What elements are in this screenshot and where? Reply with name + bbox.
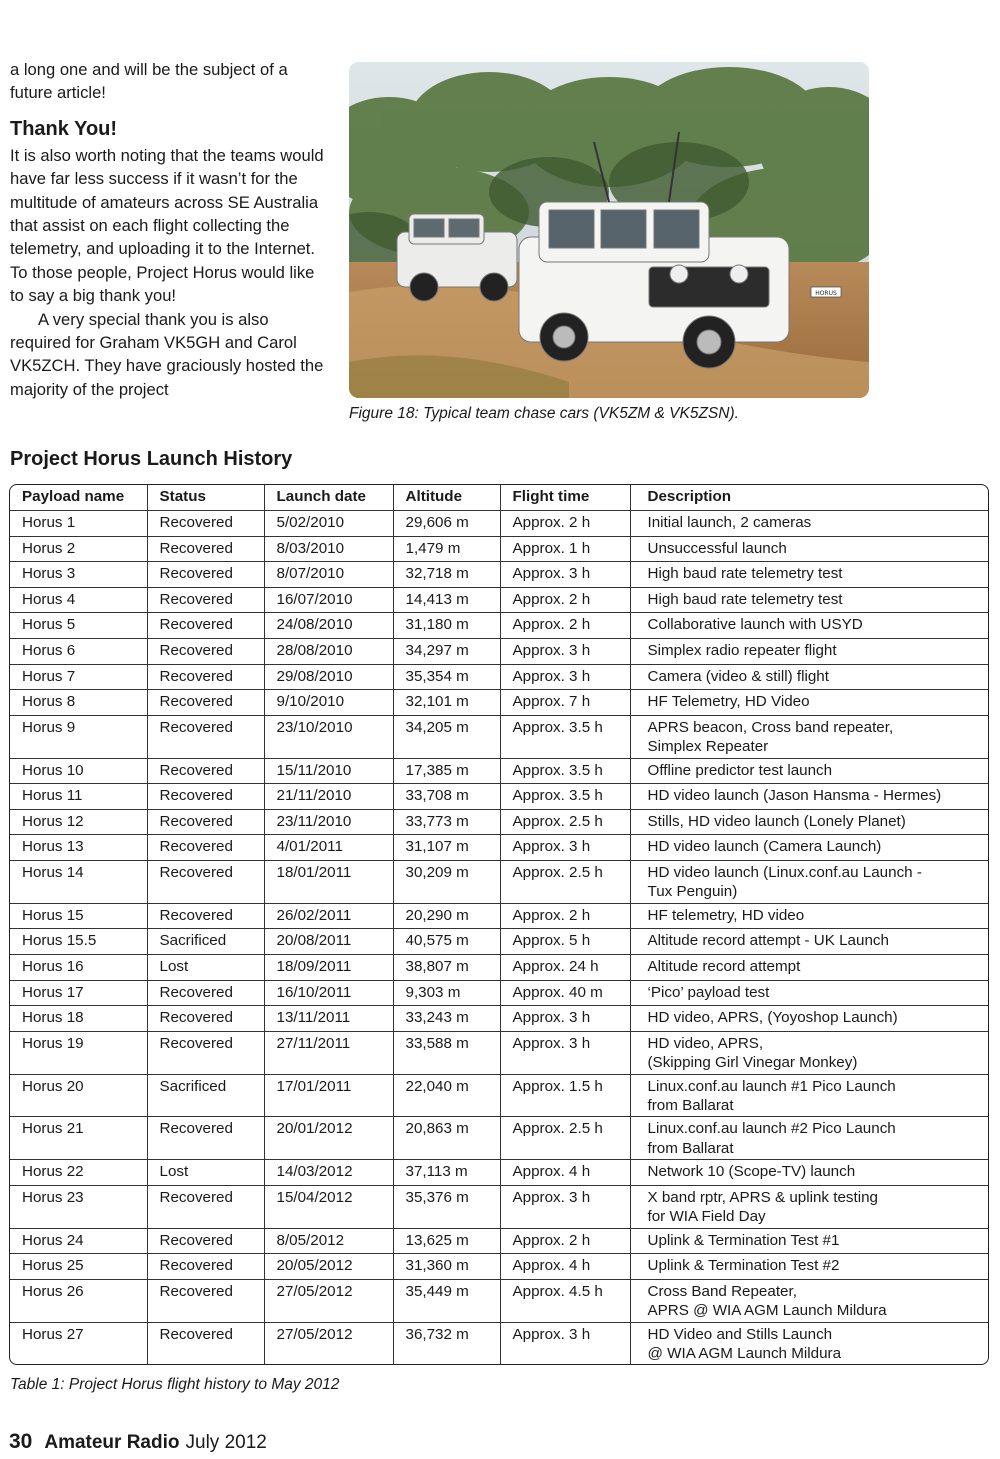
table-header-row [10,485,988,511]
table-row [10,1117,988,1160]
cell-description: HD video launch (Camera Launch) [630,835,988,861]
cell-altitude: 35,449 m [393,1279,500,1322]
cell-altitude: 35,354 m [393,664,500,690]
cell-launch-date: 24/08/2010 [264,613,393,639]
table-body [10,511,988,1365]
cell-description: X band rptr, APRS & uplink testing for WIA Field Day [630,1185,988,1228]
cell-launch-date: 20/08/2011 [264,929,393,955]
cell-altitude: 31,107 m [393,835,500,861]
cell-description: High baud rate telemetry test [630,562,988,588]
cell-description: Stills, HD video launch (Lonely Planet) [630,809,988,835]
cell-launch-date: 16/10/2011 [264,980,393,1006]
cell-description: High baud rate telemetry test [630,587,988,613]
table-row [10,638,988,664]
cell-flight-time: Approx. 2 h [500,903,630,929]
table-row [10,562,988,588]
cell-description: Uplink & Termination Test #1 [630,1228,988,1254]
cell-altitude: 35,376 m [393,1185,500,1228]
cell-status: Recovered [147,1117,264,1160]
cell-status: Recovered [147,536,264,562]
cell-description: Collaborative launch with USYD [630,613,988,639]
cell-status: Recovered [147,1228,264,1254]
table-row [10,1031,988,1074]
table-row [10,1185,988,1228]
cell-altitude: 37,113 m [393,1160,500,1186]
cell-payload-name: Horus 16 [10,954,147,980]
cell-status: Recovered [147,562,264,588]
cell-payload-name: Horus 25 [10,1254,147,1280]
cell-payload-name: Horus 20 [10,1074,147,1117]
cell-status: Recovered [147,587,264,613]
cell-altitude: 36,732 m [393,1322,500,1364]
cell-payload-name: Horus 8 [10,690,147,716]
cell-altitude: 33,773 m [393,809,500,835]
cell-flight-time: Approx. 2 h [500,613,630,639]
cell-flight-time: Approx. 1.5 h [500,1074,630,1117]
cell-launch-date: 13/11/2011 [264,1006,393,1032]
cell-payload-name: Horus 12 [10,809,147,835]
cell-payload-name: Horus 3 [10,562,147,588]
table-row [10,690,988,716]
cell-description: Linux.conf.au launch #1 Pico Launch from Ballarat [630,1074,988,1117]
table-row [10,1074,988,1117]
cell-launch-date: 15/04/2012 [264,1185,393,1228]
cell-altitude: 34,205 m [393,715,500,758]
cell-launch-date: 20/01/2012 [264,1117,393,1160]
cell-status: Recovered [147,1322,264,1364]
cell-flight-time: Approx. 40 m [500,980,630,1006]
cell-flight-time: Approx. 3 h [500,1031,630,1074]
cell-description: Altitude record attempt - UK Launch [630,929,988,955]
cell-flight-time: Approx. 1 h [500,536,630,562]
cell-flight-time: Approx. 3 h [500,638,630,664]
cell-status: Recovered [147,1279,264,1322]
cell-flight-time: Approx. 3 h [500,1185,630,1228]
cell-launch-date: 27/05/2012 [264,1279,393,1322]
cell-flight-time: Approx. 3 h [500,835,630,861]
cell-flight-time: Approx. 3.5 h [500,758,630,784]
section-title: Project Horus Launch History [10,448,293,470]
cell-payload-name: Horus 13 [10,835,147,861]
table-row [10,536,988,562]
cell-launch-date: 27/11/2011 [264,1031,393,1074]
table-row [10,784,988,810]
cell-altitude: 1,479 m [393,536,500,562]
cell-launch-date: 9/10/2010 [264,690,393,716]
cell-status: Recovered [147,664,264,690]
magazine-name: Amateur Radio [44,1432,180,1453]
cell-status: Recovered [147,1185,264,1228]
cell-status: Lost [147,954,264,980]
cell-status: Recovered [147,613,264,639]
cell-status: Recovered [147,1254,264,1280]
cell-launch-date: 5/02/2010 [264,511,393,537]
cell-description: Uplink & Termination Test #2 [630,1254,988,1280]
cell-launch-date: 23/11/2010 [264,809,393,835]
cell-flight-time: Approx. 3 h [500,664,630,690]
cell-flight-time: Approx. 3 h [500,1322,630,1364]
cell-flight-time: Approx. 2.5 h [500,860,630,903]
table-row [10,715,988,758]
cell-altitude: 32,718 m [393,562,500,588]
cell-altitude: 31,180 m [393,613,500,639]
cell-payload-name: Horus 7 [10,664,147,690]
cell-launch-date: 18/09/2011 [264,954,393,980]
table-row [10,835,988,861]
cell-status: Recovered [147,784,264,810]
cell-payload-name: Horus 14 [10,860,147,903]
cell-payload-name: Horus 2 [10,536,147,562]
cell-altitude: 34,297 m [393,638,500,664]
cell-launch-date: 27/05/2012 [264,1322,393,1364]
cell-launch-date: 8/03/2010 [264,536,393,562]
cell-payload-name: Horus 26 [10,1279,147,1322]
cell-altitude: 17,385 m [393,758,500,784]
cell-description: Simplex radio repeater flight [630,638,988,664]
cell-description: HD video, APRS, (Skipping Girl Vinegar Monkey) [630,1031,988,1074]
cell-altitude: 14,413 m [393,587,500,613]
header-flight-time: Flight time [500,485,630,511]
cell-description: Cross Band Repeater, APRS @ WIA AGM Launch Mildura [630,1279,988,1322]
cell-status: Sacrificed [147,929,264,955]
thank-you-heading: Thank You! [10,117,118,140]
table-row [10,954,988,980]
table-row [10,929,988,955]
cell-status: Lost [147,1160,264,1186]
cell-launch-date: 20/05/2012 [264,1254,393,1280]
cell-payload-name: Horus 6 [10,638,147,664]
cell-description: Linux.conf.au launch #2 Pico Launch from Ballarat [630,1117,988,1160]
cell-flight-time: Approx. 2 h [500,511,630,537]
intro-paragraph-continued: a long one and will be the subject of a future article! [10,60,288,103]
table-row [10,664,988,690]
cell-description: HF telemetry, HD video [630,903,988,929]
header-payload-name: Payload name [10,485,147,511]
table-caption: Table 1: Project Horus flight history to May 2012 [10,1376,340,1393]
table-row [10,1006,988,1032]
table-row [10,1279,988,1322]
figure-caption: Figure 18: Typical team chase cars (VK5ZM & VK5ZSN). [349,405,739,422]
cell-launch-date: 4/01/2011 [264,835,393,861]
cell-flight-time: Approx. 24 h [500,954,630,980]
table-row [10,980,988,1006]
table-row [10,809,988,835]
cell-status: Recovered [147,860,264,903]
cell-description: Camera (video & still) flight [630,664,988,690]
cell-altitude: 13,625 m [393,1228,500,1254]
cell-altitude: 20,863 m [393,1117,500,1160]
cell-payload-name: Horus 17 [10,980,147,1006]
cell-payload-name: Horus 5 [10,613,147,639]
cell-flight-time: Approx. 2 h [500,1228,630,1254]
cell-payload-name: Horus 27 [10,1322,147,1364]
cell-description: HD video launch (Jason Hansma - Hermes) [630,784,988,810]
cell-payload-name: Horus 24 [10,1228,147,1254]
cell-description: HD Video and Stills Launch @ WIA AGM Launch Mildura [647,1325,842,1362]
cell-launch-date: 26/02/2011 [264,903,393,929]
cell-launch-date: 15/11/2010 [264,758,393,784]
cell-altitude: 33,708 m [393,784,500,810]
cell-payload-name: Horus 22 [10,1160,147,1186]
cell-altitude: 9,303 m [393,980,500,1006]
cell-altitude: 29,606 m [393,511,500,537]
cell-flight-time: Approx. 4 h [500,1160,630,1186]
table-row [10,903,988,929]
page-number: 30 [9,1430,33,1453]
cell-payload-name: Horus 11 [10,784,147,810]
cell-launch-date: 14/03/2012 [264,1160,393,1186]
chase-cars-photo [349,62,869,398]
cell-payload-name: Horus 9 [10,715,147,758]
cell-payload-name: Horus 23 [10,1185,147,1228]
cell-launch-date: 16/07/2010 [264,587,393,613]
page-footer [9,1430,267,1454]
cell-altitude: 40,575 m [393,929,500,955]
cell-status: Recovered [147,1006,264,1032]
cell-flight-time: Approx. 3 h [500,562,630,588]
cell-altitude: 38,807 m [393,954,500,980]
table-row [10,613,988,639]
cell-status: Recovered [147,690,264,716]
cell-payload-name: Horus 1 [10,511,147,537]
issue-date: July 2012 [185,1432,267,1453]
cell-payload-name: Horus 15 [10,903,147,929]
cell-launch-date: 17/01/2011 [264,1074,393,1117]
cell-flight-time: Approx. 2.5 h [500,809,630,835]
cell-status: Recovered [147,511,264,537]
cell-flight-time: Approx. 7 h [500,690,630,716]
cell-altitude: 30,209 m [393,860,500,903]
table-row [10,1322,988,1364]
special-thanks-paragraph: A very special thank you is also required for Graham VK5GH and Carol VK5ZCH. They have graciously hosted the majority of the project [10,309,324,399]
cell-flight-time: Approx. 2 h [500,587,630,613]
cell-launch-date: 8/05/2012 [264,1228,393,1254]
cell-status: Recovered [147,1031,264,1074]
table-row [10,1228,988,1254]
cell-description: Altitude record attempt [630,954,988,980]
header-altitude: Altitude [393,485,500,511]
cell-description: Unsuccessful launch [630,536,988,562]
table-row [10,1254,988,1280]
cell-flight-time: Approx. 4.5 h [500,1279,630,1322]
cell-description: Initial launch, 2 cameras [630,511,988,537]
cell-altitude: 33,588 m [393,1031,500,1074]
cell-flight-time: Approx. 5 h [500,929,630,955]
cell-launch-date: 28/08/2010 [264,638,393,664]
cell-altitude: 33,243 m [393,1006,500,1032]
cell-payload-name: Horus 10 [10,758,147,784]
intro-column [10,58,330,401]
cell-altitude: 22,040 m [393,1074,500,1117]
header-status: Status [147,485,264,511]
cell-launch-date: 29/08/2010 [264,664,393,690]
cell-status: Recovered [147,638,264,664]
thank-you-paragraph: It is also worth noting that the teams would have far less success if it wasn’t for the multitude of amateurs across SE Australia that assist on each flight collecting the telemetry, and uploading it to the Internet. To those people, Project Horus would like to say a big thank you! [10,145,324,306]
cell-flight-time: Approx. 2.5 h [500,1117,630,1160]
number-plate: HORUS [815,290,837,297]
cell-status: Recovered [147,835,264,861]
table-row [10,860,988,903]
cell-flight-time: Approx. 4 h [500,1254,630,1280]
cell-flight-time: Approx. 3.5 h [500,715,630,758]
table-row [10,511,988,537]
cell-description: Network 10 (Scope-TV) launch [630,1160,988,1186]
table-row [10,587,988,613]
table-row [10,1160,988,1186]
cell-status: Sacrificed [147,1074,264,1117]
cell-altitude: 31,360 m [393,1254,500,1280]
header-launch-date: Launch date [264,485,393,511]
cell-description: ‘Pico’ payload test [630,980,988,1006]
cell-launch-date: 21/11/2010 [264,784,393,810]
cell-payload-name: Horus 4 [10,587,147,613]
cell-status: Recovered [147,980,264,1006]
cell-description: APRS beacon, Cross band repeater, Simplex Repeater [630,715,988,758]
cell-status: Recovered [147,758,264,784]
cell-altitude: 20,290 m [393,903,500,929]
cell-launch-date: 23/10/2010 [264,715,393,758]
cell-status: Recovered [147,715,264,758]
cell-flight-time: Approx. 3.5 h [500,784,630,810]
cell-altitude: 32,101 m [393,690,500,716]
cell-status: Recovered [147,809,264,835]
cell-payload-name: Horus 21 [10,1117,147,1160]
cell-description: Offline predictor test launch [630,758,988,784]
cell-launch-date: 18/01/2011 [264,860,393,903]
cell-status: Recovered [147,903,264,929]
cell-flight-time: Approx. 3 h [500,1006,630,1032]
cell-launch-date: 8/07/2010 [264,562,393,588]
launch-history-table [9,484,989,1365]
cell-payload-name: Horus 18 [10,1006,147,1032]
cell-payload-name: Horus 15.5 [10,929,147,955]
cell-description: HD video launch (Linux.conf.au Launch - Tux Penguin) [630,860,988,903]
cell-payload-name: Horus 19 [10,1031,147,1074]
cell-description: HF Telemetry, HD Video [630,690,988,716]
cell-description: HD video, APRS, (Yoyoshop Launch) [630,1006,988,1032]
table-row [10,758,988,784]
header-description: Description [630,485,988,511]
